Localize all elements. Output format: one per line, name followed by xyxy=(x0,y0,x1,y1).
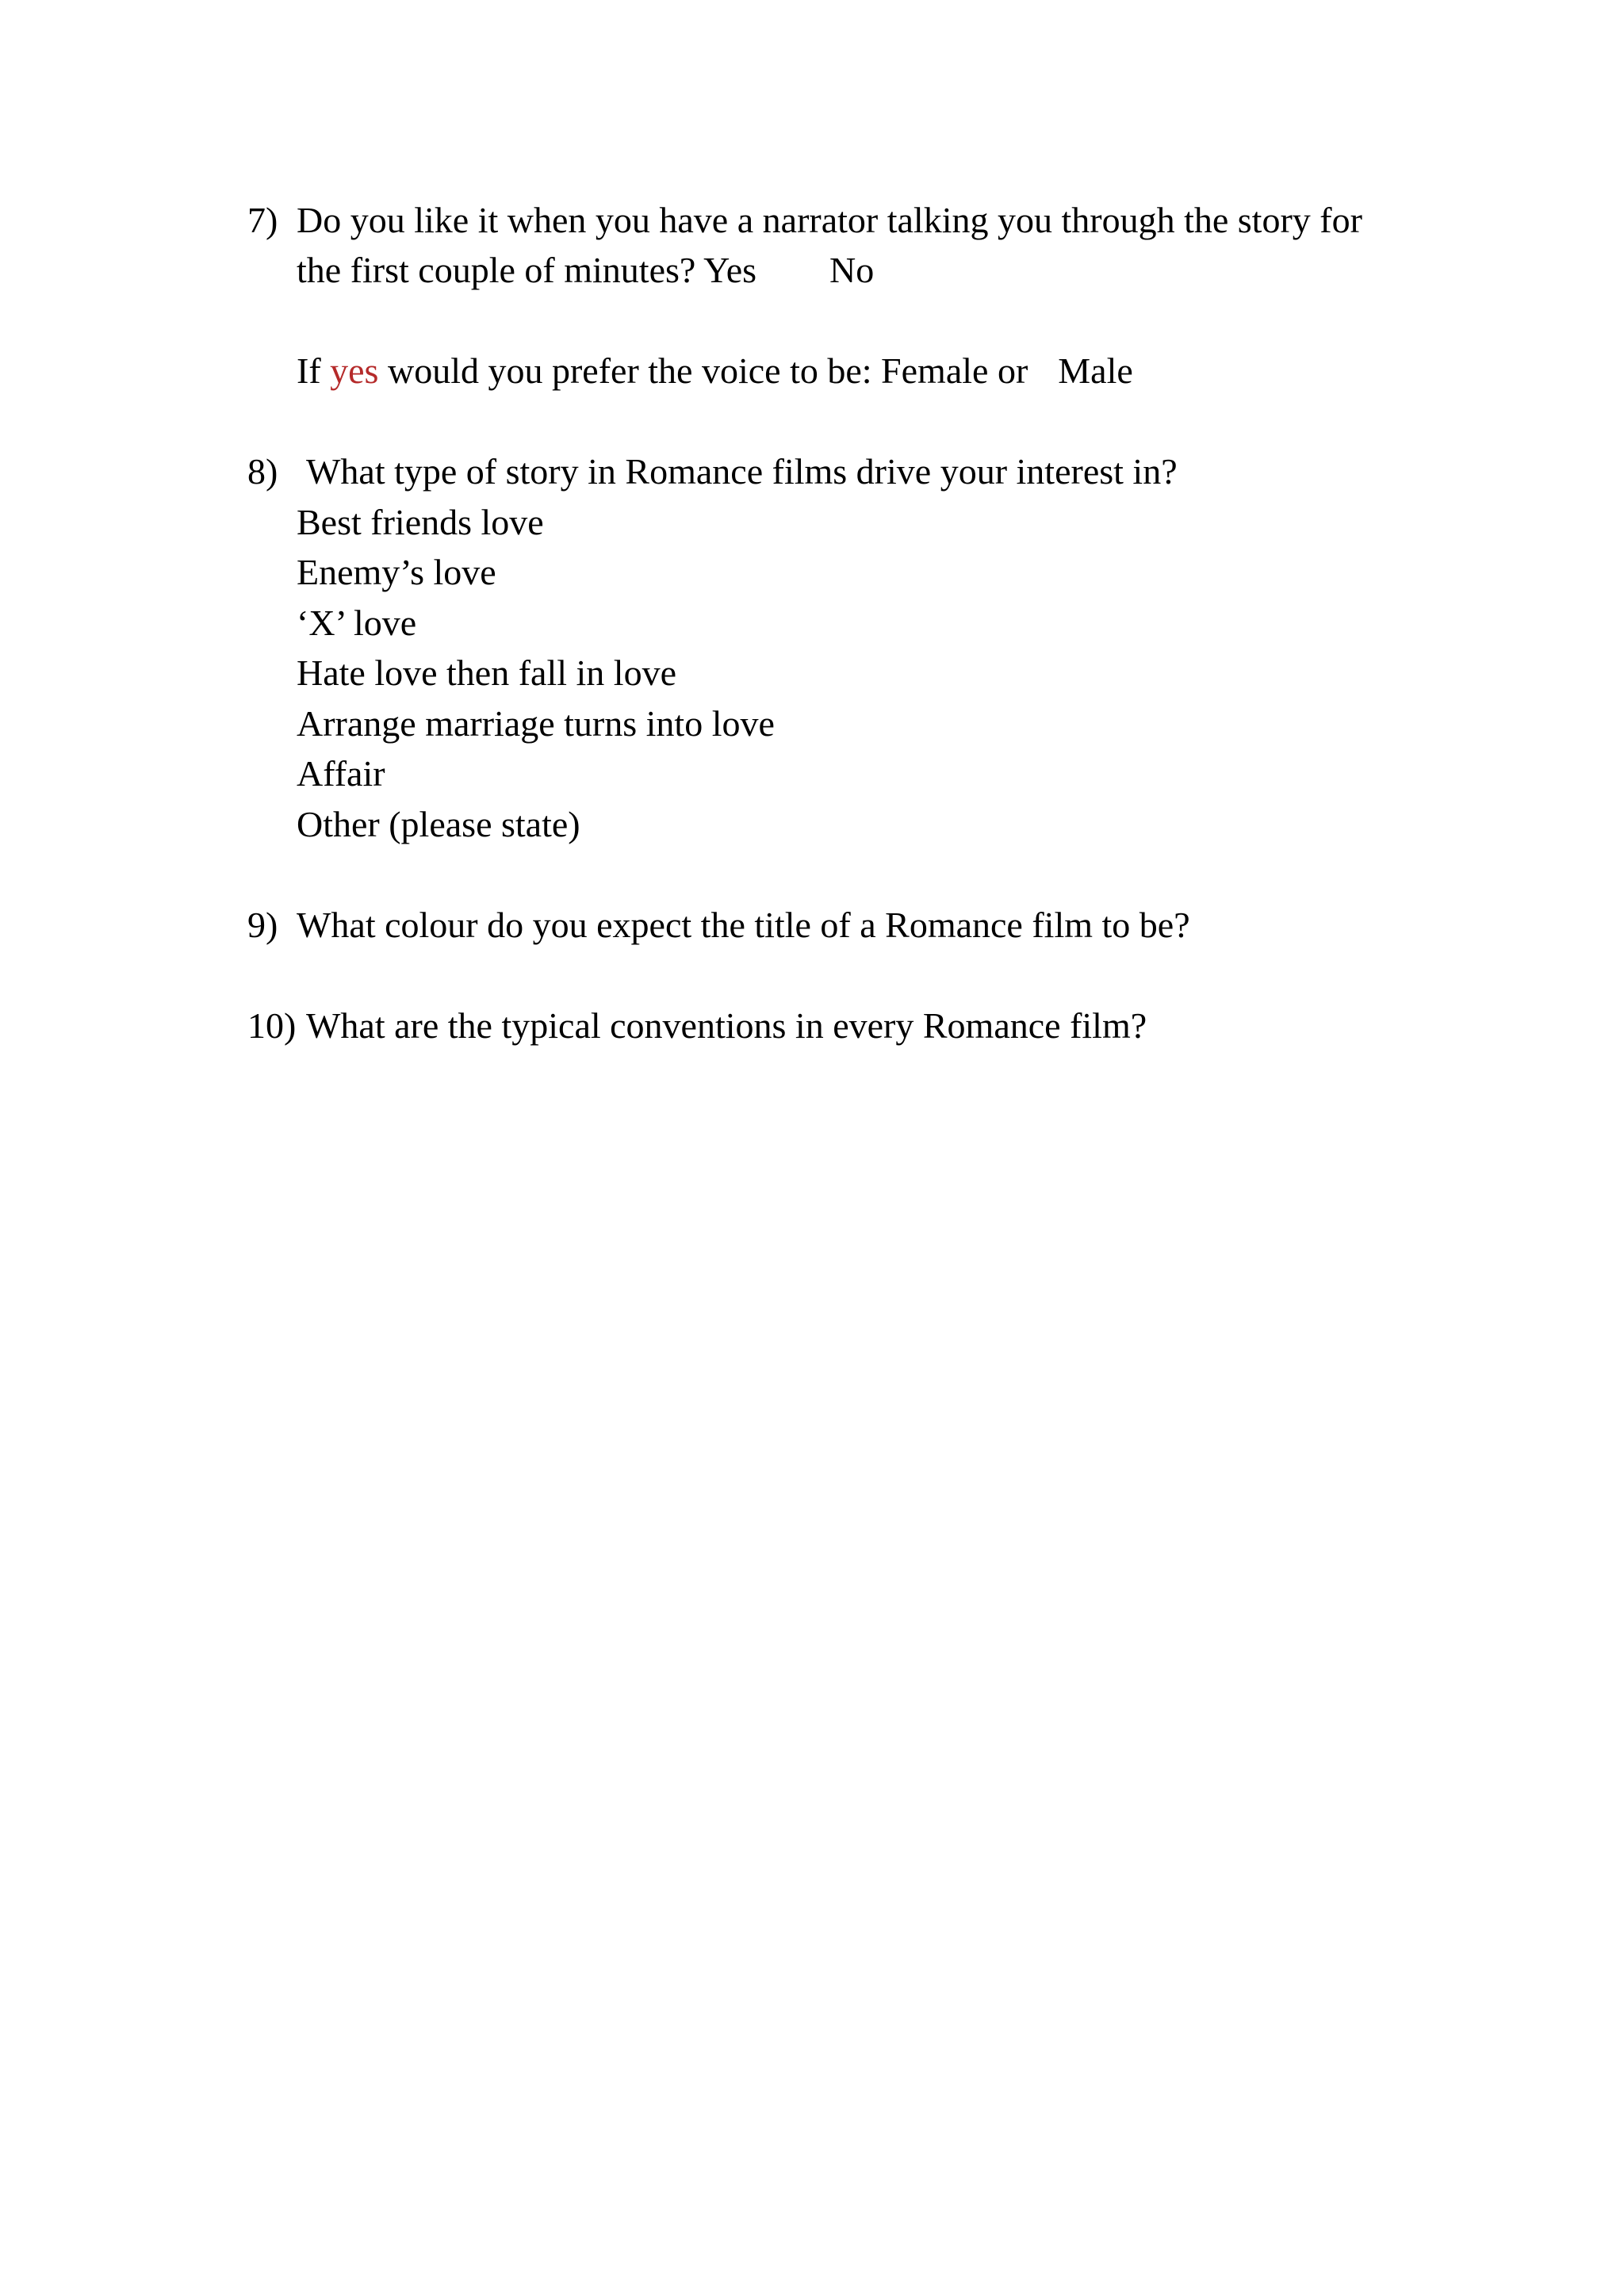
question-7-followup xyxy=(297,346,1133,396)
followup-yes-highlight: yes xyxy=(330,350,379,391)
question-9-number: 9) xyxy=(247,905,278,945)
question-8-text: What type of story in Romance films drive your interest in? xyxy=(306,451,1178,492)
question-8-option: Enemy’s love xyxy=(297,552,496,592)
question-8-option: Best friends love xyxy=(297,502,544,542)
followup-text: would you prefer the voice to be: Female or xyxy=(387,350,1028,391)
question-8-option: Affair xyxy=(297,753,385,794)
question-10-text: What are the typical conventions in every Romance film? xyxy=(306,1005,1147,1046)
question-7-text-line2-body: the first couple of minutes? xyxy=(297,250,696,290)
question-8-option: ‘X’ love xyxy=(297,603,417,643)
question-7-number: 7) xyxy=(247,200,278,240)
question-8-option: Arrange marriage turns into love xyxy=(297,703,775,744)
question-9-text: What colour do you expect the title of a Romance film to be? xyxy=(297,905,1190,945)
question-8-option: Hate love then fall in love xyxy=(297,652,677,693)
followup-prefix: If xyxy=(297,350,321,391)
question-10-number: 10) xyxy=(247,1005,297,1046)
question-7-option-yes: Yes xyxy=(703,250,757,290)
question-8-number: 8) xyxy=(247,451,278,492)
followup-option-male: Male xyxy=(1058,350,1133,391)
question-7-text-line2 xyxy=(297,245,874,296)
question-8-option: Other (please state) xyxy=(297,804,580,844)
question-7-option-no: No xyxy=(829,250,875,290)
question-7-text-line1: Do you like it when you have a narrator talking you through the story for xyxy=(297,200,1362,240)
